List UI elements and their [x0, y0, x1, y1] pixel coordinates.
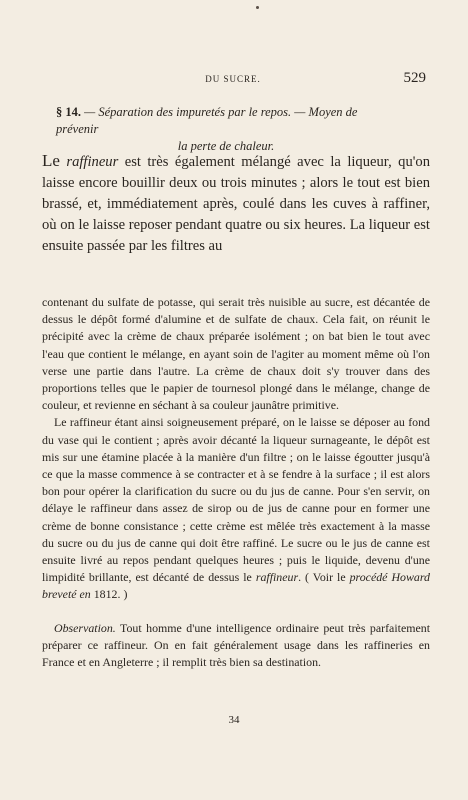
paragraph-2 [42, 414, 430, 603]
intro-paragraph [42, 150, 430, 257]
page-header [40, 70, 426, 90]
observation-label: Observation. [54, 621, 116, 635]
intro-first-word: Le [42, 151, 60, 170]
ink-speck [256, 6, 259, 9]
body-text [42, 294, 430, 604]
observation-block [42, 620, 430, 672]
p2-text-c: 1812. ) [90, 587, 128, 602]
p2-emph2: procédé Howard breveté en [42, 570, 430, 602]
paragraph-1: contenant du sulfate de potasse, qui serait très nuisible au sucre, est décantée de dessus le dépôt formé d'alumine et de sulfate de chaux. Cela fait, on réunit le précipité avec la crème de chaux préparée isolément ; on bat bien le tout avec l'eau que contient le mélange, en ayant soin de l'agiter au moment même où l'on verse une partie dans l'autre. La crème de chaux doit s'y trouver dans des proportions telles que le papier de tournesol plongé dans le mélange, change de couleur, et revienne en séchant à sa couleur jaunâtre primitive. [42, 295, 430, 413]
p2-emph: raffineur [255, 570, 299, 585]
section-heading [56, 104, 396, 155]
intro-emph: raffineur [66, 154, 119, 170]
p2-text-b: . ( Voir le [298, 570, 350, 585]
running-head: DU SUCRE. [205, 74, 261, 84]
signature-mark: 34 [228, 714, 240, 726]
section-title-line2: la perte de chaleur. [177, 139, 275, 153]
page-number: 529 [403, 70, 426, 86]
intro-text: est très également mélangé avec la liqueur, qu'on laisse encore bouillir deux ou trois minutes ; alors le tout est bien brassé, et, immédiatement après, coulé dans les cuves à raffiner, où on le laisse reposer pendant quatre ou six heures. La liqueur est ensuite passée par les filtres au [42, 154, 430, 254]
section-title-line1: — Séparation des impuretés par le repos. — Moyen de prévenir [56, 105, 358, 136]
p2-text-a: Le raffineur étant ainsi soigneusement préparé, on le laisse se déposer au fond du vase qui le contient ; après avoir décanté la liqueur surnageante, le dépôt est mis sur une étamine placée à la manière d'un filtre ; on le laisse égoutter jusqu'à ce que la masse commence à se contracter et à se fendre à la surface ; il est alors bon pour opérer la clarification du sucre ou du jus de canne. Pour s'en servir, on délaye le raffineur dans assez de sirop ou de jus de canne pour en former une crème de bonne consistance ; cette crème est mêlée très exactement à la masse du sucre ou du jus de canne qui doit être raffiné. Le sucre ou le jus de canne est ensuite livré au repos pendant quelques heures ; puis le liquide, devenu d'une limpidité brillante, est décanté de dessus le [42, 415, 430, 585]
section-number: § 14. [56, 105, 81, 119]
observation-text: Tout homme d'une intelligence ordinaire peut très parfaitement préparer ce raffineur. On en fait généralement usage dans les raffineries en France et en Angleterre ; il remplit très bien sa destination. [42, 621, 430, 670]
observation-paragraph [42, 620, 430, 672]
